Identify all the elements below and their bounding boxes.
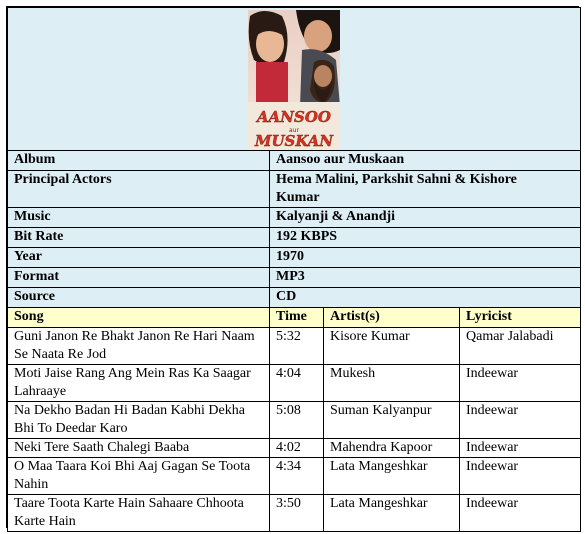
song-row [8, 328, 581, 365]
song-lyricist: Indeewar [460, 458, 581, 495]
song-lyricist: Indeewar [460, 439, 581, 458]
song-title: Na Dekho Badan Hi Badan Kabhi Dekha Bhi To Deedar Karo [8, 402, 270, 439]
info-value: 192 KBPS [270, 228, 581, 248]
info-row-format [8, 268, 581, 288]
info-label: Source [8, 288, 270, 308]
info-row-album [8, 151, 581, 171]
song-row [8, 458, 581, 495]
song-title: Neki Tere Saath Chalegi Baaba [8, 439, 270, 458]
album-cover-image [248, 10, 340, 150]
info-label: Principal Actors [8, 171, 270, 208]
cover-title-line1: AANSOO [257, 107, 331, 126]
song-lyricist: Indeewar [460, 495, 581, 532]
song-time: 4:02 [270, 439, 324, 458]
song-artist: Lata Mangeshkar [324, 458, 460, 495]
column-header-lyricist: Lyricist [460, 308, 581, 328]
column-header-song: Song [8, 308, 270, 328]
info-row-bit-rate [8, 228, 581, 248]
song-row [8, 402, 581, 439]
song-row [8, 365, 581, 402]
info-label: Year [8, 248, 270, 268]
song-artist: Suman Kalyanpur [324, 402, 460, 439]
info-value: Hema Malini, Parkshit Sahni & Kishore Kumar [270, 171, 581, 208]
info-value: Kalyanji & Anandji [270, 208, 581, 228]
info-row-principal-actors [8, 171, 581, 208]
info-row-year [8, 248, 581, 268]
song-row [8, 439, 581, 458]
song-artist: Kisore Kumar [324, 328, 460, 365]
album-table [7, 7, 581, 532]
info-value: Aansoo aur Muskaan [270, 151, 581, 171]
song-time: 3:50 [270, 495, 324, 532]
song-lyricist: Qamar Jalabadi [460, 328, 581, 365]
song-time: 5:32 [270, 328, 324, 365]
song-time: 4:34 [270, 458, 324, 495]
song-row [8, 495, 581, 532]
song-title: Moti Jaise Rang Ang Mein Ras Ka Saagar Lahraaye [8, 365, 270, 402]
song-title: O Maa Taara Koi Bhi Aaj Gagan Se Toota Nahin [8, 458, 270, 495]
cover-title-line2: MUSKAN [254, 131, 334, 150]
column-header-time: Time [270, 308, 324, 328]
song-artist: Mukesh [324, 365, 460, 402]
info-label: Format [8, 268, 270, 288]
info-row-source [8, 288, 581, 308]
song-title: Guni Janon Re Bhakt Janon Re Hari Naam Se Naata Re Jod [8, 328, 270, 365]
cover-cell [8, 8, 581, 151]
song-title: Taare Toota Karte Hain Sahaare Chhoota Karte Hain [8, 495, 270, 532]
song-time: 4:04 [270, 365, 324, 402]
info-label: Bit Rate [8, 228, 270, 248]
song-artist: Mahendra Kapoor [324, 439, 460, 458]
song-artist: Lata Mangeshkar [324, 495, 460, 532]
info-label: Music [8, 208, 270, 228]
song-lyricist: Indeewar [460, 365, 581, 402]
info-value: CD [270, 288, 581, 308]
song-lyricist: Indeewar [460, 402, 581, 439]
info-row-music [8, 208, 581, 228]
cover-title-small: aur [289, 126, 299, 134]
info-value: 1970 [270, 248, 581, 268]
song-time: 5:08 [270, 402, 324, 439]
column-header-artist: Artist(s) [324, 308, 460, 328]
cover-row [8, 8, 581, 151]
info-label: Album [8, 151, 270, 171]
songs-header-row [8, 308, 581, 328]
info-value: MP3 [270, 268, 581, 288]
album-info-sheet [6, 6, 579, 528]
